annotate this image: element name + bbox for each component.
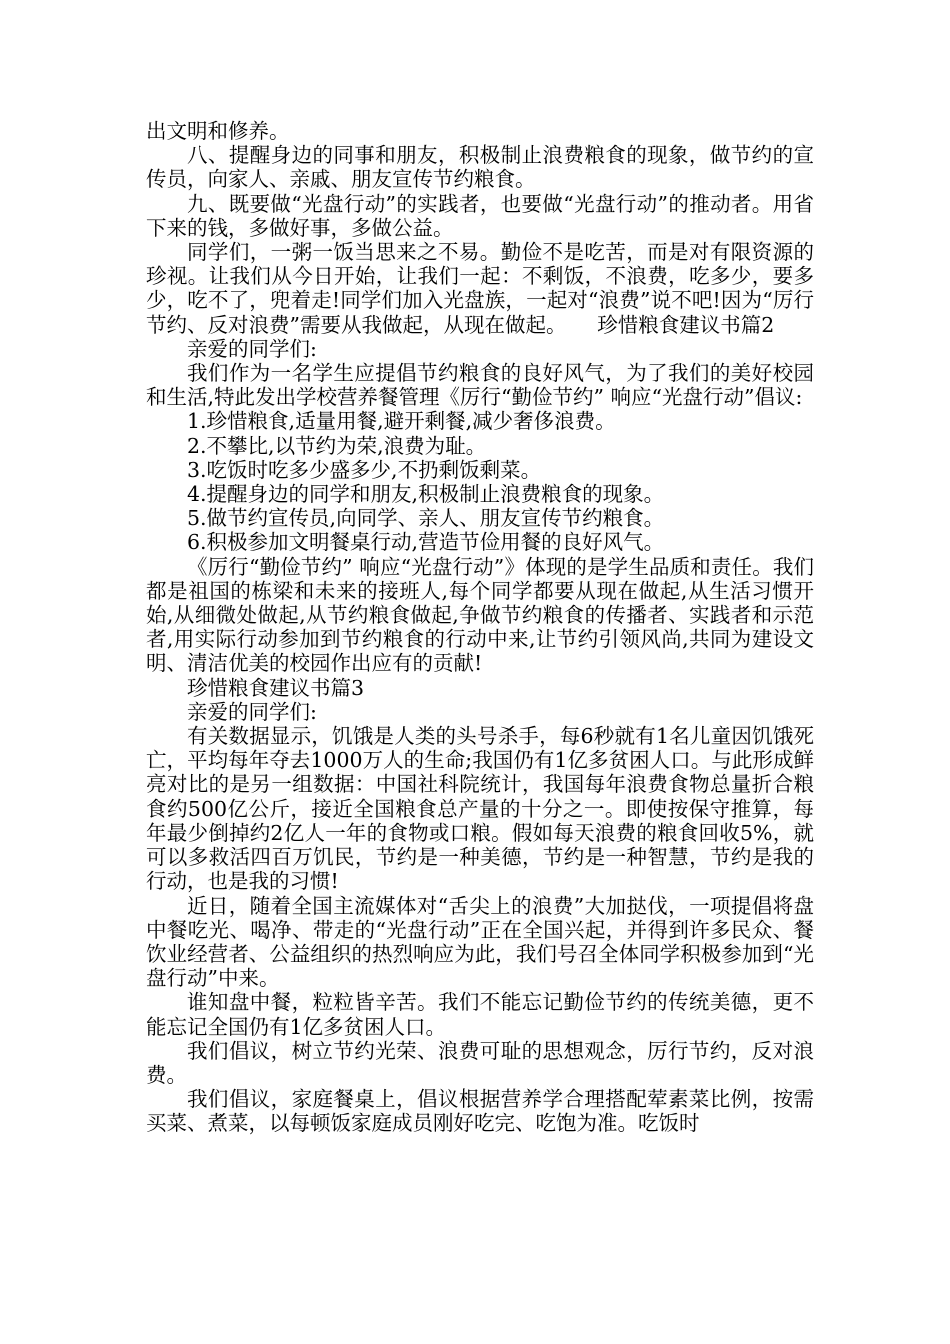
paragraph: 同学们，一粥一饭当思来之不易。勤俭不是吃苦，而是对有限资源的珍视。让我们从今日开始，让我们一起：不剩饭，不浪费，吃多少，要多少，吃不了，兜着走!同学们加入光盘族，一起对“浪费”说不吧!因为“厉行节约、反对浪费”需要从我做起，从现在做起。 珍惜粮食建议书篇2: [146, 240, 814, 337]
paragraph: 谁知盘中餐，粒粒皆辛苦。我们不能忘记勤俭节约的传统美德，更不能忘记全国仍有1亿多贫困人口。: [146, 990, 814, 1039]
list-item: 4.提醒身边的同学和朋友,积极制止浪费粮食的现象。: [187, 482, 665, 507]
paragraph: 我们作为一名学生应提倡节约粮食的良好风气，为了我们的美好校园和生活,特此发出学校营养餐管理《厉行“勤俭节约” 响应“光盘行动”倡议:: [146, 361, 814, 410]
paragraph: 九、既要做“光盘行动”的实践者，也要做“光盘行动”的推动者。用省下来的钱，多做好事，多做公益。: [146, 191, 814, 240]
paragraph: 亲爱的同学们:: [187, 699, 317, 724]
paragraph: 八、提醒身边的同事和朋友，积极制止浪费粮食的现象，做节约的宣传员，向家人、亲戚、朋友宣传节约粮食。: [146, 143, 814, 192]
paragraph: 亲爱的同学们:: [187, 336, 317, 361]
list-item: 2.不攀比,以节约为荣,浪费为耻。: [187, 433, 487, 458]
paragraph: 我们倡议，家庭餐桌上，倡议根据营养学合理搭配荤素菜比例，按需买菜、煮菜，以每顿饭家庭成员刚好吃完、吃饱为准。吃饭时: [146, 1087, 814, 1136]
list-item: 5.做节约宣传员,向同学、亲人、朋友宣传节约粮食。: [187, 506, 665, 531]
paragraph: 近日，随着全国主流媒体对“舌尖上的浪费”大加挞伐，一项提倡将盘中餐吃光、喝净、带走的“光盘行动”正在全国兴起，并得到许多民众、餐饮业经营者、公益组织的热烈响应为此，我们号召全体同学积极参加到“光盘行动”中来。: [146, 893, 814, 991]
list-item: 3.吃饭时吃多少盛多少,不扔剩饭剩菜。: [187, 457, 542, 482]
list-item: 1.珍惜粮食,适量用餐,避开剩餐,减少奢侈浪费。: [187, 409, 616, 434]
section-heading: 珍惜粮食建议书篇3: [187, 675, 365, 700]
document-body: [146, 119, 814, 1136]
paragraph: 《厉行“勤俭节约” 响应“光盘行动”》体现的是学生品质和责任。我们都是祖国的栋梁和未来的接班人,每个同学都要从现在做起,从生活习惯开始,从细微处做起,从节约粮食做起,争做节约粮食的传播者、实践者和示范者,用实际行动参加到节约粮食的行动中来,让节约引领风尚,共同为建设文明、清洁优美的校园作出应有的贡献!: [146, 554, 814, 676]
paragraph: 出文明和修养。: [146, 119, 290, 143]
list-item: 6.积极参加文明餐桌行动,营造节俭用餐的良好风气。: [187, 530, 665, 555]
paragraph: 有关数据显示，饥饿是人类的头号杀手，每6秒就有1名儿童因饥饿死亡，平均每年夺去1000万人的生命;我国仍有1亿多贫困人口。与此形成鲜亮对比的是另一组数据：中国社科院统计，我国每年浪费食物总量折合粮食约500亿公斤，接近全国粮食总产量的十分之一。即使按保守推算，每年最少倒掉约2亿人一年的食物或口粮。假如每天浪费的粮食回收5%，就可以多救活四百万饥民，节约是一种美德，节约是一种智慧，节约是我的行动，也是我的习惯!: [146, 724, 814, 894]
paragraph: 我们倡议，树立节约光荣、浪费可耻的思想观念，厉行节约，反对浪费。: [146, 1038, 814, 1087]
